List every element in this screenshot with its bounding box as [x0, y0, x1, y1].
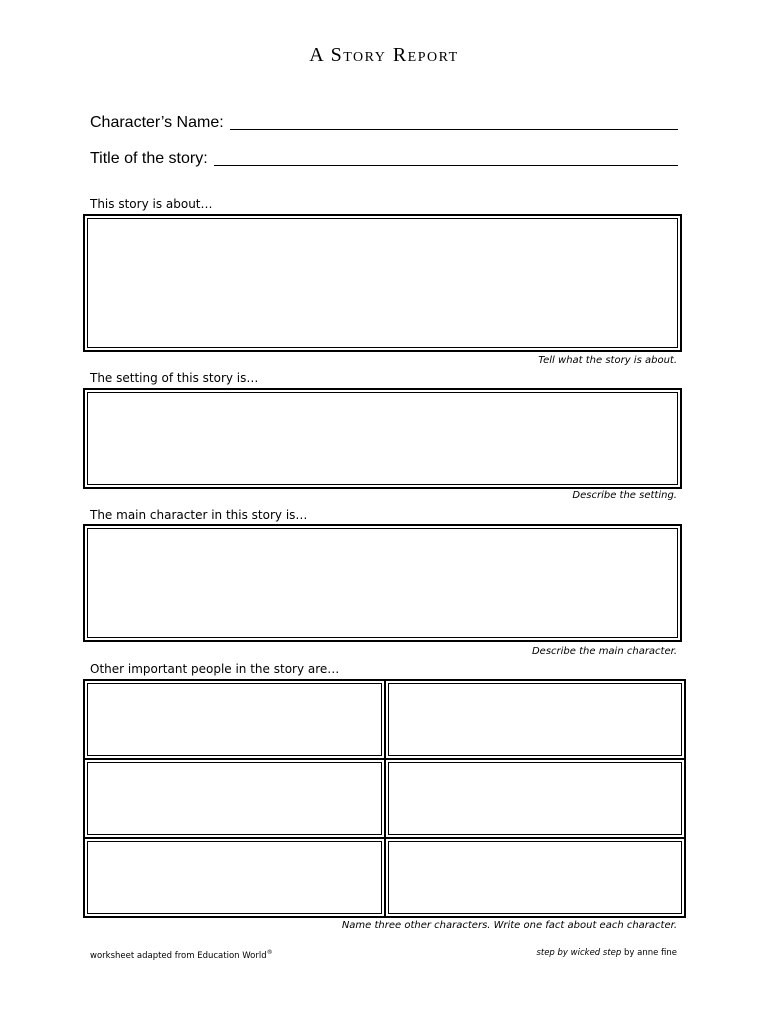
story-title-field[interactable] [90, 146, 678, 168]
story-about-label: This story is about… [90, 197, 213, 211]
character-name-line[interactable] [230, 115, 678, 130]
character-cell-1[interactable] [85, 681, 386, 760]
story-title-label: Title of the story: [90, 150, 208, 167]
footer-book [536, 948, 677, 958]
registered-mark: ® [266, 949, 273, 956]
page-title: A Story Report [309, 44, 459, 66]
fact-cell-2[interactable] [386, 760, 687, 839]
other-characters-grid [83, 679, 686, 918]
other-people-hint: Name three other characters. Write one fact about each character. [341, 920, 677, 931]
character-name-field[interactable] [90, 110, 678, 132]
story-about-box[interactable] [83, 214, 682, 352]
character-name-label: Character’s Name: [90, 114, 224, 131]
story-about-hint: Tell what the story is about. [538, 355, 677, 366]
footer-credit [90, 948, 273, 961]
other-people-label: Other important people in the story are… [90, 662, 340, 676]
main-character-box[interactable] [83, 524, 682, 642]
setting-box[interactable] [83, 388, 682, 489]
story-title-line[interactable] [214, 151, 678, 166]
setting-label: The setting of this story is… [90, 371, 259, 385]
character-cell-2[interactable] [85, 760, 386, 839]
setting-hint: Describe the setting. [572, 490, 677, 501]
book-author: by anne fine [621, 948, 677, 958]
book-title: step by wicked step [536, 948, 622, 958]
footer-credit-text: worksheet adapted from Education World [90, 950, 267, 961]
fact-cell-3[interactable] [386, 839, 687, 918]
character-cell-3[interactable] [85, 839, 386, 918]
main-character-hint: Describe the main character. [531, 646, 677, 657]
main-character-label: The main character in this story is… [90, 508, 308, 522]
fact-cell-1[interactable] [386, 681, 687, 760]
